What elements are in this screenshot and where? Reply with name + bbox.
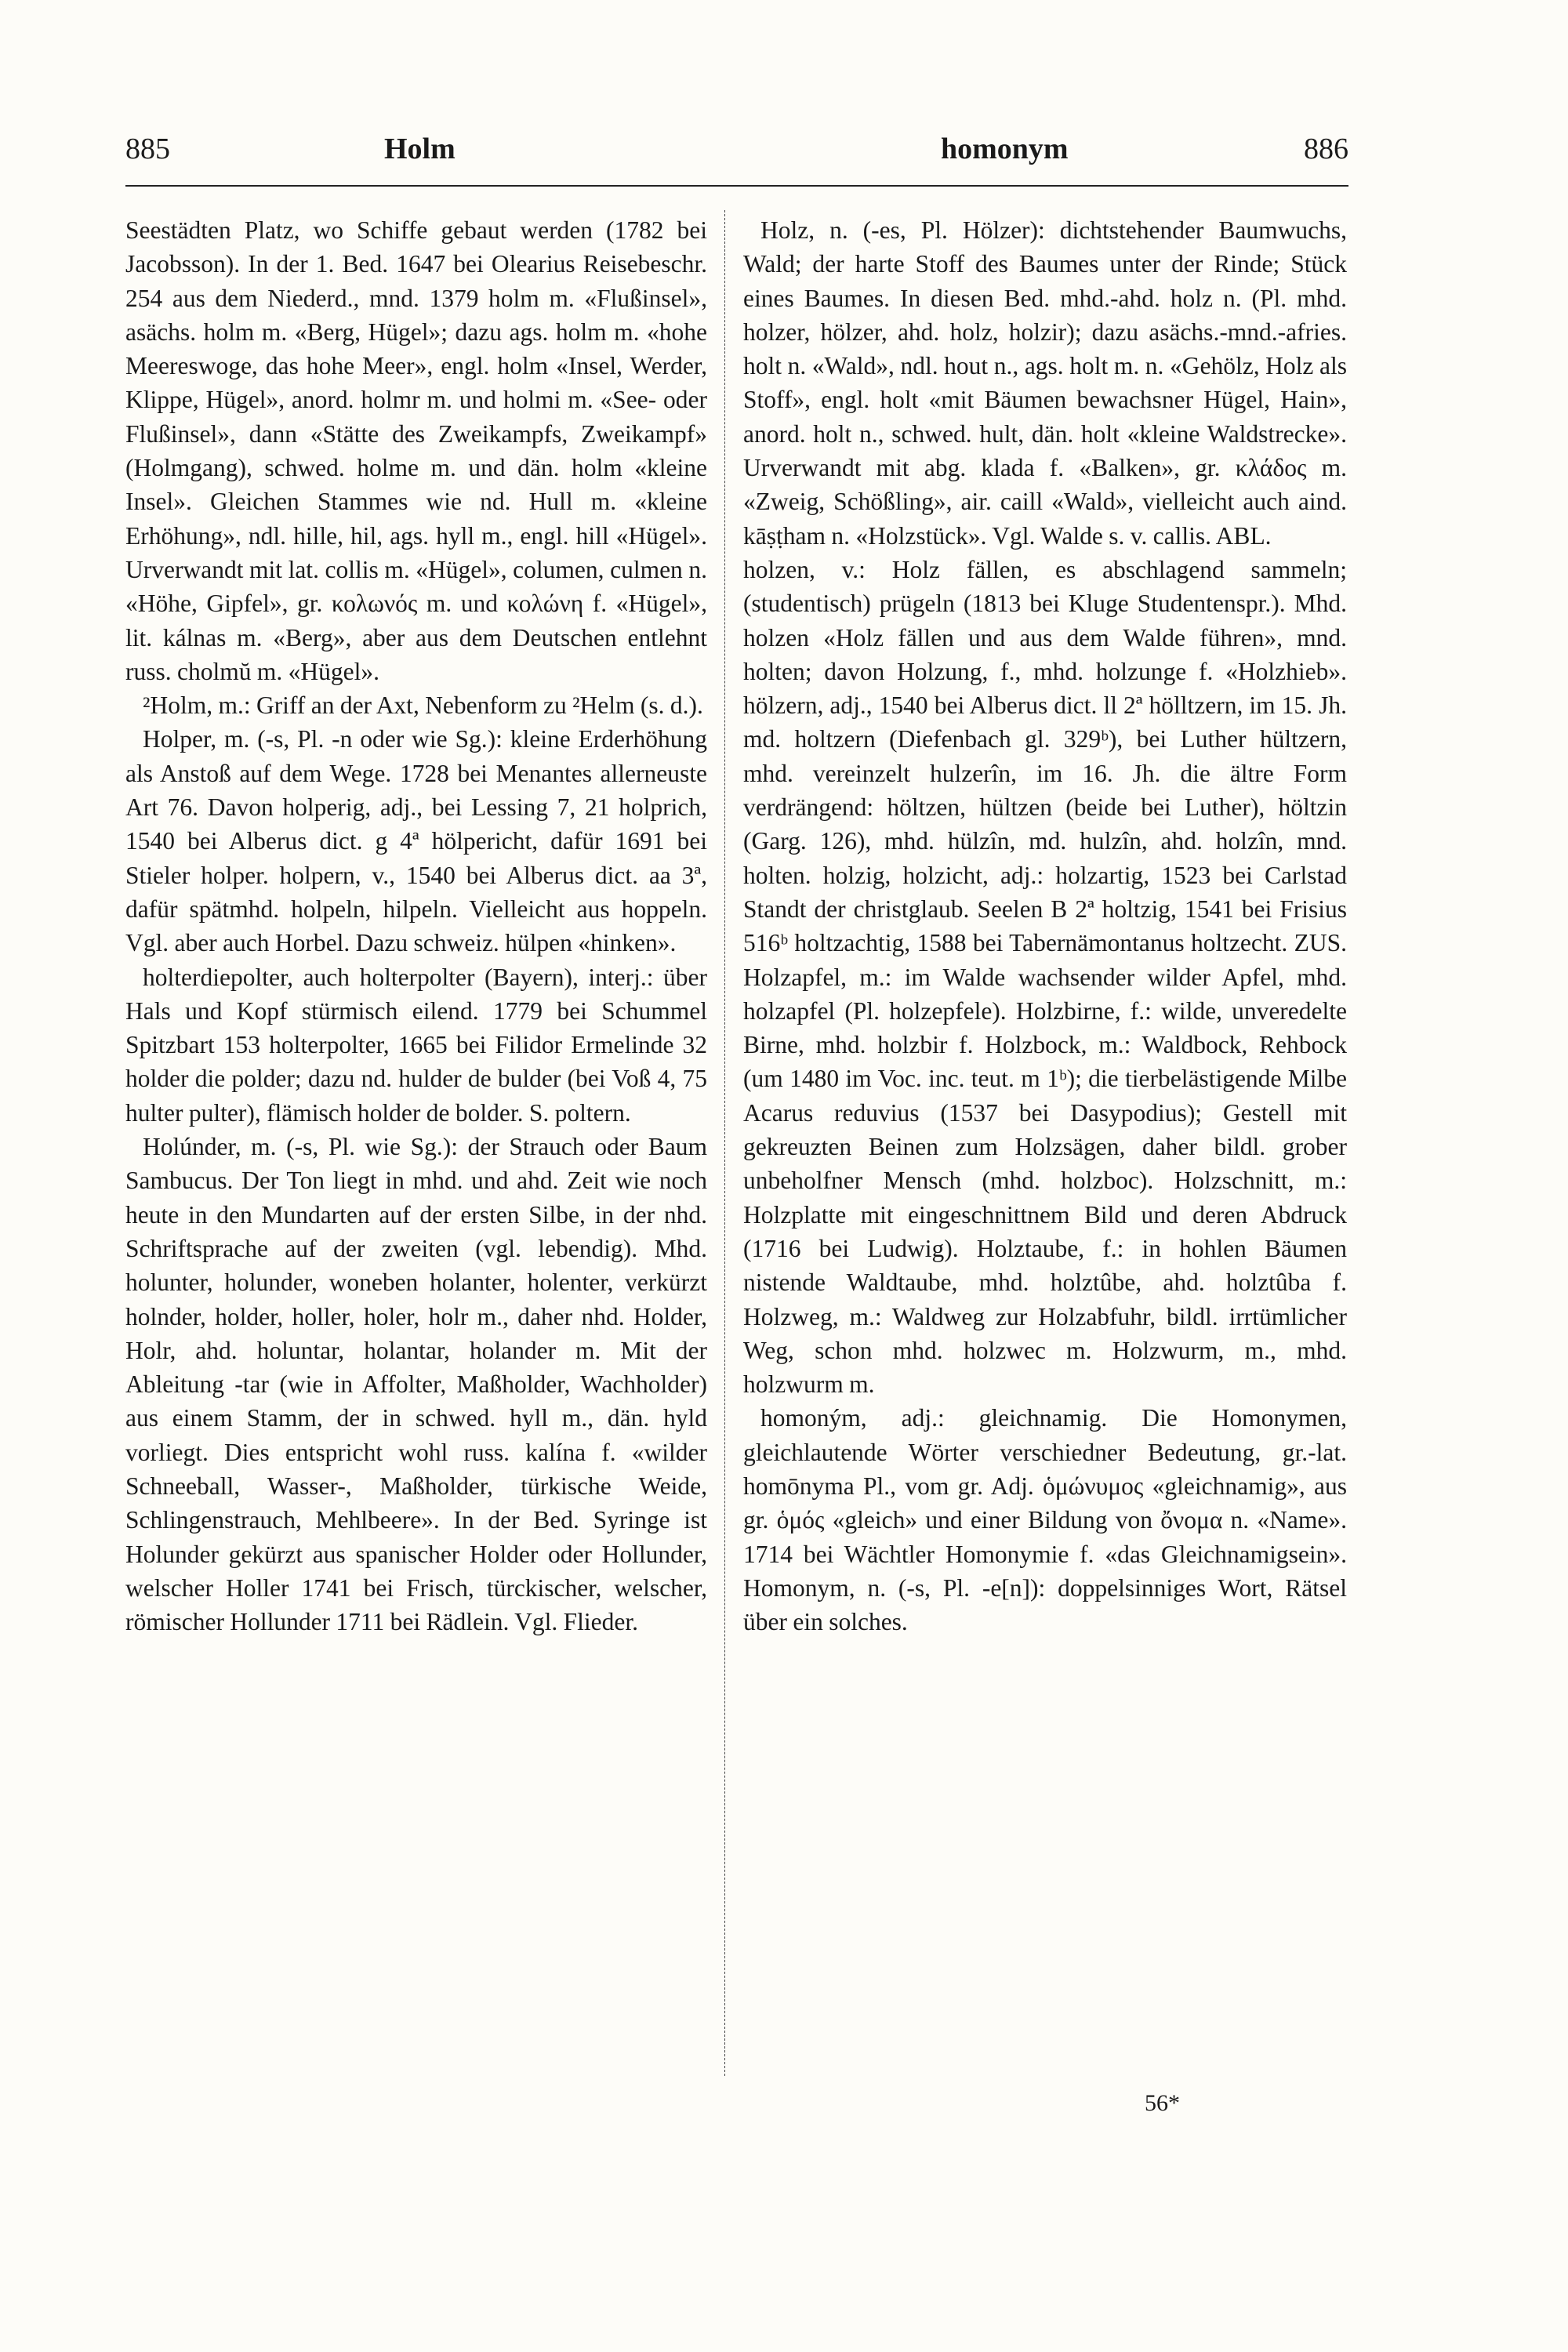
entry-paragraph: Seestädten Platz, wo Schiffe gebaut werden (1782 bei Jacobsson). In der 1. Bed. 1647 bei Olearius Reisebeschr. 254 aus dem Niederd., mnd. 1379 holm m. «Flußinsel», asächs. holm m. «Berg, Hügel»; dazu ags. holm m. «hohe Meereswoge, das hohe Meer», engl. holm «Insel, Werder, Klippe, Hügel», anord. holmr m. und holmi m. «See- oder Flußinsel», dann «Stätte des Zweikampfs, Zweikampf» (Holmgang), schwed. holme m. und dän. holm «kleine Insel». Gleichen Stammes wie nd. Hull m. «kleine Erhöhung», ndl. hille, hil, ags. hyll m., engl. hill «Hügel». Urverwandt mit lat. collis m. «Hügel», columen, culmen n. «Höhe, Gipfel», gr. κολωνός m. und κολώνη f. «Hügel», lit. kálnas m. «Berg», aber aus dem Deutschen entlehnt russ. cholmŭ m. «Hügel». [125,216,707,685]
header-rule [125,185,1348,187]
page-number-left: 885 [125,132,170,165]
entry-paragraph: Holz, n. (-es, Pl. Hölzer): dichtstehender Baumwuchs, Wald; der harte Stoff des Baumes unter der Rinde; Stück eines Baumes. In diesen Bed. mhd.-ahd. holz n. (Pl. mhd. holzer, hölzer, ahd. holz, holzir); dazu asächs.-mnd.-afries. holt n. «Wald», ndl. hout n., ags. holt m. n. «Gehölz, Holz als Stoff», engl. holt «mit Bäumen bewachsner Hügel, Hain», anord. holt n., schwed. hult, dän. holt «kleine Waldstrecke». Urverwandt mit abg. klada f. «Balken», gr. κλάδος m. «Zweig, Schößling», air. caill «Wald», vielleicht auch aind. kāṣṭham n. «Holzstück». Vgl. Walde s. v. callis. ABL. [743,216,1347,550]
headword-left: Holm [384,132,456,165]
page-number-right: 886 [1304,132,1348,165]
running-header [125,132,1348,179]
entry-paragraph: Holper, m. (-s, Pl. -n oder wie Sg.): kleine Erderhöhung als Anstoß auf dem Wege. 1728 bei Menantes allerneuste Art 76. Davon holperig, adj., bei Lessing 7, 21 holprich, 1540 bei Alberus dict. g 4ª hölpericht, dafür 1691 bei Stieler holper. holpern, v., 1540 bei Alberus dict. aa 3ª, dafür spätmhd. holpeln, hilpeln. Vielleicht aus hoppeln. Vgl. aber auch Horbel. Dazu schweiz. hülpen «hinken». [125,725,707,957]
headword-right: homonym [941,132,1069,165]
entry-paragraph: holterdiepolter, auch holterpolter (Bayern), interj.: über Hals und Kopf stürmisch eilend. 1779 bei Schummel Spitzbart 153 holterpolter, 1665 bei Filidor Ermelinde 32 holder die polder; dazu nd. hulder de bulder (bei Voß 4, 75 hulter pulter), flämisch holder de bolder. S. poltern. [125,963,707,1127]
entry-paragraph: homoným, adj.: gleichnamig. Die Homonymen, gleichlautende Wörter verschiedner Bedeutung, gr.-lat. homōnyma Pl., vom gr. Adj. ὁμώνυμος «gleichnamig», aus gr. ὁμός «gleich» und einer Bildung von ὄνομα n. «Name». 1714 bei Wächtler Homonymie f. «das Gleichnamigsein». Homonym, n. (-s, Pl. -e[n]): doppelsinniges Wort, Rätsel über ein solches. [743,1404,1347,1636]
entry-paragraph: Holúnder, m. (-s, Pl. wie Sg.): der Strauch oder Baum Sambucus. Der Ton liegt in mhd. und ahd. Zeit wie noch heute in den Mundarten auf der ersten Silbe, in der nhd. Schriftsprache auf der zweiten (vgl. lebendig). Mhd. holunter, holunder, woneben holanter, holenter, verkürzt holnder, holder, holler, holer, holr m., daher nhd. Holder, Holr, ahd. holuntar, holantar, holander m. Mit der Ableitung -tar (wie in Affolter, Maßholder, Wachholder) aus einem Stamm, der in schwed. hyll m., dän. hyld vorliegt. Dies entspricht wohl russ. kalína f. «wilder Schneeball, Wasser-, Maßholder, türkische Weide, Schlingenstrauch, Mehlbeere». In der Bed. Syringe ist Holunder gekürzt aus spanischer Holder oder Hollunder, welscher Holler 1741 bei Frisch, türckischer, welscher, römischer Hollunder 1711 bei Rädlein. Vgl. Flieder. [125,1133,707,1636]
column-divider [724,210,725,2076]
left-column [125,213,707,1639]
right-column [743,213,1347,1639]
entry-paragraph: holzen, v.: Holz fällen, es abschlagend sammeln; (studentisch) prügeln (1813 bei Kluge Studentenspr.). Mhd. holzen «Holz fällen und aus dem Walde führen», mnd. holten; davon Holzung, f., mhd. holzunge f. «Holzhieb». hölzern, adj., 1540 bei Alberus dict. ll 2ª hölltzern, im 15. Jh. md. holtzern (Diefenbach gl. 329ᵇ), bei Luther hültzern, mhd. vereinzelt hulzerîn, im 16. Jh. die ältre Form verdrängend: höltzen, hültzen (beide bei Luther), höltzin (Garg. 126), mhd. hülzîn, md. hulzîn, ahd. holzîn, mnd. holten. holzig, holzicht, adj.: holzartig, 1523 bei Carlstad Standt der christglaub. Seelen B 2ª holtzig, 1541 bei Frisius 516ᵇ holtzachtig, 1588 bei Tabernämontanus holtzecht. ZUS. Holzapfel, m.: im Walde wachsender wilder Apfel, mhd. holzapfel (Pl. holzepfele). Holzbirne, f.: wilde, unveredelte Birne, mhd. holzbir f. Holzbock, m.: Waldbock, Rehbock (um 1480 im Voc. inc. teut. m 1ᵇ); die tierbelästigende Milbe Acarus reduvius (1537 bei Dasypodius); Gestell mit gekreuzten Beinen zum Holzsägen, daher bildl. grober unbeholfner Mensch (mhd. holzboc). Holzschnitt, m.: Holzplatte mit eingeschnittnem Bild und deren Abdruck (1716 bei Ludwig). Holztaube, f.: in hohlen Bäumen nistende Waldtaube, mhd. holztûbe, ahd. holztûba f. Holzweg, m.: Waldweg zur Holzabfuhr, bildl. irrtümlicher Weg, schon mhd. holzwec m. Holzwurm, m., mhd. holzwurm m. [743,555,1347,1399]
signature-mark: 56* [1145,2090,1180,2116]
entry-paragraph: ²Holm, m.: Griff an der Axt, Nebenform zu ²Helm (s. d.). [143,691,703,720]
